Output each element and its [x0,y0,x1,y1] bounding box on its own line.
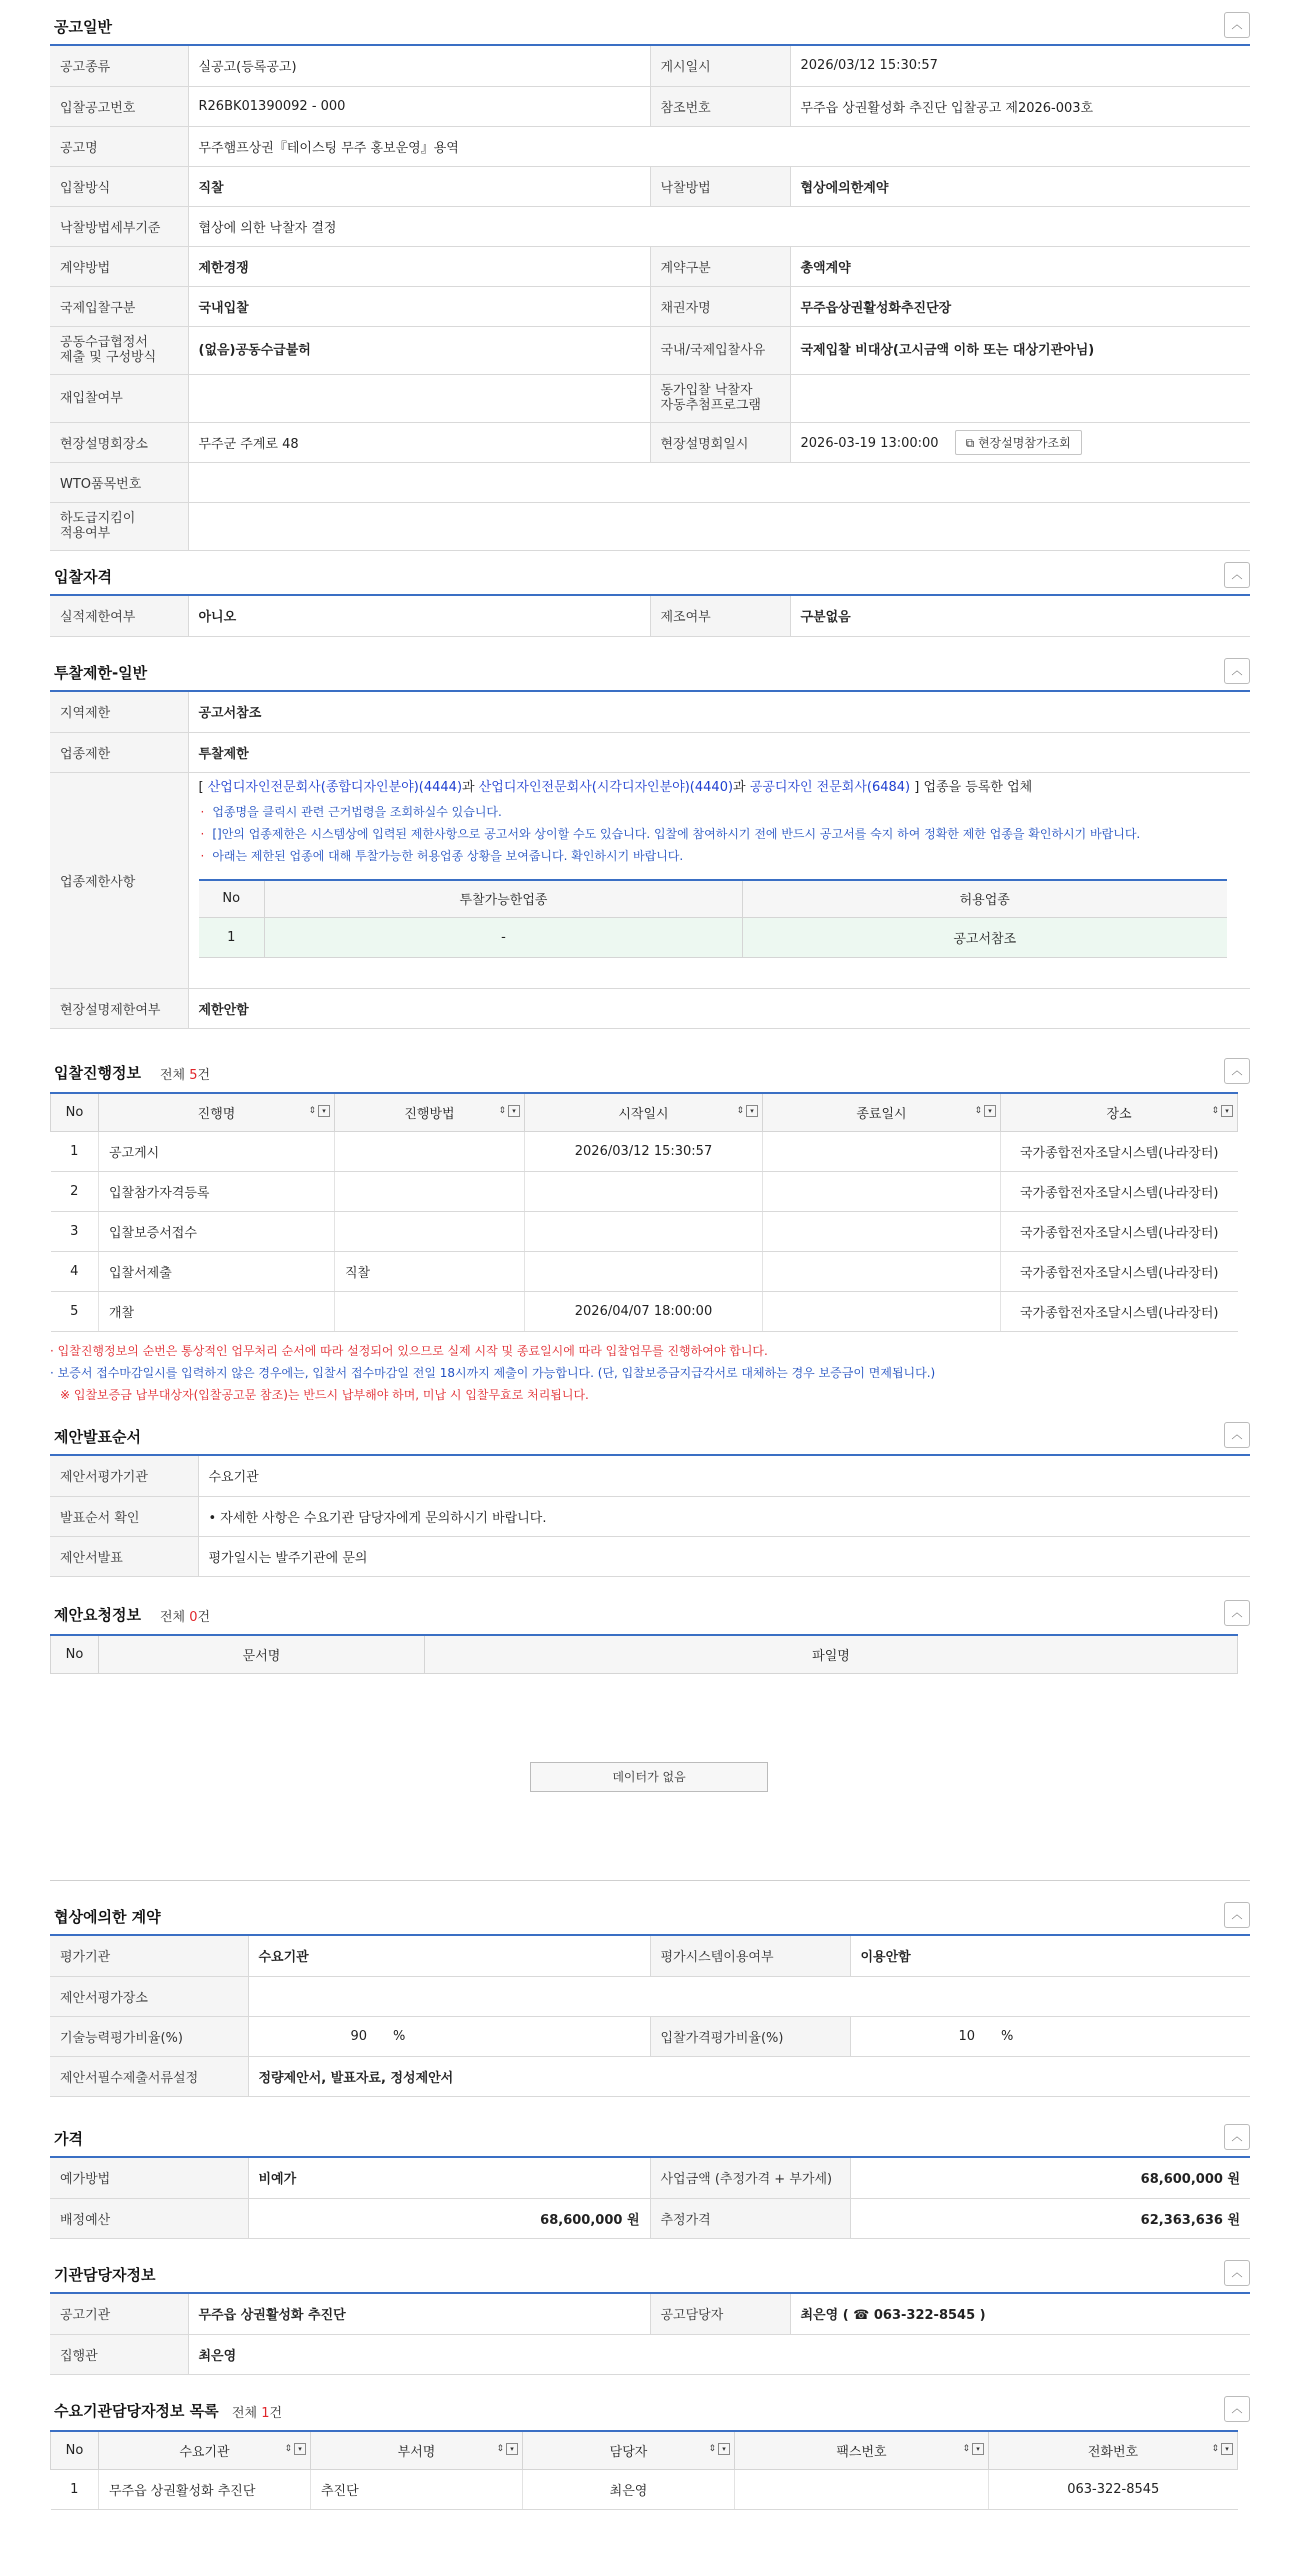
table-row [51,1131,1238,1171]
filter-icon[interactable]: ▾ [1221,2443,1233,2455]
section-title: 기관담당자정보 [54,2266,156,2284]
table-row [50,86,1250,126]
field-label: 제안서평가기관 [50,1456,198,1496]
field-value: 직찰 [188,166,650,206]
column-header[interactable]: 팩스번호 ⇕ ▾ [735,2431,989,2469]
note-item: · 업종명을 클릭시 관련 근거법령을 조회하실수 있습니다. [200,804,502,819]
sort-icon[interactable]: ⇕ [974,1106,982,1116]
table-cell: 5 [51,1291,99,1331]
field-value: (없음)공동수급불허 [188,326,650,374]
filter-icon[interactable]: ▾ [972,2443,984,2455]
field-value: 총액계약 [790,246,1250,286]
field-label: 채권자명 [650,286,790,326]
field-label: 입찰가격평가비율(%) [650,2016,850,2056]
field-label: 업종제한사항 [50,772,188,988]
column-header[interactable]: 종료일시 ⇕ ▾ [763,1093,1001,1131]
field-label: 낙찰방법 [650,166,790,206]
field-value: 협상에 의한 낙찰자 결정 [188,206,1250,246]
field-label: 추정가격 [650,2198,850,2238]
sort-icon[interactable]: ⇕ [308,1106,316,1116]
progress-section [50,1054,1250,1406]
field-label: 제조여부 [650,596,790,636]
column-header: 허용업종 [743,880,1227,918]
table-row [50,1936,1250,1976]
table-row [50,2294,1250,2334]
column-header: 파일명 [425,1635,1238,1673]
field-label: 게시일시 [650,46,790,86]
demand-header [50,2392,1250,2430]
field-value [188,502,1250,550]
table-row [51,2469,1238,2509]
table-cell: 1 [51,2469,99,2509]
field-value: 평가일시는 발주기관에 문의 [198,1536,1250,1576]
table-cell: 국가종합전자조달시스템(나라장터) [1001,1291,1238,1331]
progress-notes [50,1340,1250,1406]
field-value [248,1976,1250,2016]
table-cell: 2 [51,1171,99,1211]
table-cell: 입찰보증서접수 [99,1211,335,1251]
field-value: 제한경쟁 [188,246,650,286]
table-row [50,126,1250,166]
collapse-toggle-icon[interactable]: ︿ [1224,2396,1250,2422]
general-info-table [50,46,1250,551]
field-value [790,422,1250,462]
field-label: 지역제한 [50,692,188,732]
note-item: · []안의 업종제한은 시스템상에 입력된 제한사항으로 공고서와 상이할 수도 있습니다. 입찰에 참여하시기 전에 반드시 공고서를 숙지 하여 정확한 제한 업종을 확인하시기 바랍니다. [200,826,1141,841]
table-row [50,2334,1250,2374]
section-title: 입찰자격 [54,568,112,586]
presentation-header [50,1418,1250,1456]
table-cell: 개찰 [99,1291,335,1331]
field-label: 평가시스템이용여부 [650,1936,850,1976]
table-cell [335,1131,525,1171]
column-header[interactable]: 진행방법 ⇕ ▾ [335,1093,525,1131]
field-label: 배정예산 [50,2198,248,2238]
progress-table [50,1092,1238,1332]
filter-icon[interactable]: ▾ [1221,1105,1233,1117]
sort-icon[interactable]: ⇕ [708,2444,716,2454]
field-label: WTO품목번호 [50,462,188,502]
table-cell: 국가종합전자조달시스템(나라장터) [1001,1251,1238,1291]
field-label: 제안서발표 [50,1536,198,1576]
table-cell: 국가종합전자조달시스템(나라장터) [1001,1171,1238,1211]
field-label: 공동수급협정서 제출 및 구성방식 [50,326,188,374]
table-row [50,2016,1250,2056]
section-title: 제안발표순서 [54,1428,141,1446]
table-cell [335,1291,525,1331]
table-cell [763,1251,1001,1291]
field-value: 실공고(등록공고) [188,46,650,86]
price-header [50,2120,1250,2158]
warning-text: · 입찰진행정보의 순번은 통상적인 업무처리 순서에 따라 설정되어 있으므로 실제 시작 및 종료일시에 따라 입찰업무를 진행하여야 합니다. [50,1343,768,1358]
table-cell: 최은영 [523,2469,735,2509]
column-header[interactable]: 부서명 ⇕ ▾ [311,2431,523,2469]
restriction-table [50,692,1250,1029]
filter-icon[interactable]: ▾ [718,2443,730,2455]
empty-data-label: 데이터가 없음 [530,1762,768,1792]
field-value-text: 2026-03-19 13:00:00 [800,435,939,451]
table-cell [735,2469,989,2509]
column-header: No [51,2431,99,2469]
field-value [188,374,650,422]
divider [50,1880,1250,1881]
field-value [790,374,1250,422]
table-row [50,1976,1250,2016]
industry-link-4444[interactable]: 산업디자인전문회사(종합디자인분야)(4444) [207,779,463,795]
collapse-toggle-icon[interactable]: ︿ [1224,1422,1250,1448]
table-row [50,206,1250,246]
site-attendance-button[interactable]: ⧉ 현장설명참가조회 [955,430,1082,455]
section-title: 제안요청정보 [54,1606,141,1624]
presentation-table [50,1456,1250,1577]
table-cell: 입찰참가자격등록 [99,1171,335,1211]
field-label: 동가입찰 낙찰자 자동추첨프로그램 [650,374,790,422]
section-title: 협상에의한 계약 [54,1908,161,1926]
collapse-toggle-icon[interactable]: ︿ [1224,1600,1250,1626]
request-header [50,1596,1250,1634]
column-header: No [51,1093,99,1131]
table-row [50,596,1250,636]
filter-icon[interactable]: ▾ [746,1105,758,1117]
sort-icon[interactable]: ⇕ [498,1106,506,1116]
table-cell: 4 [51,1251,99,1291]
table-row [50,46,1250,86]
field-label: 계약방법 [50,246,188,286]
table-cell: 입찰서제출 [99,1251,335,1291]
field-label: 공고종류 [50,46,188,86]
field-label: 예가방법 [50,2158,248,2198]
result-count: 전체 0건 [160,1610,211,1625]
field-value: 수요기관 [198,1456,1250,1496]
field-label: 공고담당자 [650,2294,790,2334]
column-header: 문서명 [99,1635,425,1673]
field-label: 발표순서 확인 [50,1496,198,1536]
qualification-section [50,558,1250,637]
column-header[interactable]: 수요기관 ⇕ ▾ [99,2431,311,2469]
table-row [51,1211,1238,1251]
field-label: 공고명 [50,126,188,166]
field-value: 정량제안서, 발표자료, 정성제안서 [248,2056,1250,2096]
field-label: 현장설명회일시 [650,422,790,462]
info-text: · 보증서 접수마감일시를 입력하지 않은 경우에는, 입찰서 접수마감일 전일 18시까지 제출이 가능합니다. (단, 입찰보증금지급각서로 대체하는 경우 보증금이 면제됩니다.) [50,1365,936,1380]
table-cell [525,1251,763,1291]
field-label: 실적제한여부 [50,596,188,636]
section-title: 입찰진행정보 [54,1064,141,1082]
column-header[interactable]: 진행명 ⇕ ▾ [99,1093,335,1131]
collapse-toggle-icon[interactable]: ︿ [1224,562,1250,588]
table-row [50,462,1250,502]
field-label: 현장설명회장소 [50,422,188,462]
field-label: 재입찰여부 [50,374,188,422]
request-table [50,1634,1238,1674]
table-cell: 국가종합전자조달시스템(나라장터) [1001,1211,1238,1251]
table-row [50,422,1250,462]
table-cell [525,1211,763,1251]
collapse-toggle-icon[interactable]: ︿ [1224,2260,1250,2286]
sort-icon[interactable]: ⇕ [962,2444,970,2454]
price-table [50,2158,1250,2239]
field-value: 구분없음 [790,596,1250,636]
agency-section [50,2256,1250,2375]
field-value: 무주군 주계로 48 [188,422,650,462]
table-row [50,326,1250,374]
field-label: 참조번호 [650,86,790,126]
field-value: 국내입찰 [188,286,650,326]
table-row [50,732,1250,772]
table-cell [335,1171,525,1211]
field-value: 2026/03/12 15:30:57 [790,46,1250,86]
section-title: 공고일반 [54,18,112,36]
collapse-toggle-icon[interactable]: ︿ [1224,12,1250,38]
field-label: 제안서필수제출서류설정 [50,2056,248,2096]
field-label: 계약구분 [650,246,790,286]
column-header[interactable]: 장소 ⇕ ▾ [1001,1093,1238,1131]
industry-link-6484[interactable]: 공공디자인 전문회사(6484) [749,779,911,795]
table-row [51,1291,1238,1331]
restriction-header [50,654,1250,692]
collapse-toggle-icon[interactable]: ︿ [1224,1058,1250,1084]
table-row [50,1496,1250,1536]
field-label: 현장설명제한여부 [50,988,188,1028]
filter-icon[interactable]: ▾ [318,1105,330,1117]
table-cell: 국가종합전자조달시스템(나라장터) [1001,1131,1238,1171]
field-label: 하도급지킴이 적용여부 [50,502,188,550]
industry-link-4440[interactable]: 산업디자인전문회사(시각디자인분야)(4440) [478,779,734,795]
field-value: R26BK01390092 - 000 [188,86,650,126]
column-header: No [199,880,265,918]
sort-icon[interactable]: ⇕ [284,2444,292,2454]
field-value: 협상에의한계약 [790,166,1250,206]
field-label: 입찰공고번호 [50,86,188,126]
progress-header [50,1054,1250,1092]
field-label: 공고기관 [50,2294,188,2334]
table-row [50,772,1250,988]
field-value: 68,600,000 원 [850,2158,1250,2198]
field-label: 기술능력평가비율(%) [50,2016,248,2056]
table-row [51,1171,1238,1211]
table-row [51,1251,1238,1291]
negotiation-section [50,1898,1250,2097]
field-value: 국제입찰 비대상(고시금액 이하 또는 대상기관아님) [790,326,1250,374]
table-row [50,286,1250,326]
table-cell: 무주읍 상권활성화 추진단 [99,2469,311,2509]
column-header[interactable]: 담당자 ⇕ ▾ [523,2431,735,2469]
field-label: 업종제한 [50,732,188,772]
field-value: 수요기관 [248,1936,650,1976]
negotiation-table [50,1936,1250,2097]
field-label: 국제입찰구분 [50,286,188,326]
table-cell [525,1171,763,1211]
qualification-table [50,596,1250,637]
table-cell: 3 [51,1211,99,1251]
table-row [50,692,1250,732]
table-cell [335,1211,525,1251]
field-value: 무주읍 상권활성화 추진단 입찰공고 제2026-003호 [790,86,1250,126]
table-cell [763,1211,1001,1251]
field-value: 최은영 [188,2334,1250,2374]
field-value: 무주햄프상권『테이스팅 무주 홍보운영』용역 [188,126,1250,166]
section-title: 수요기관담당자정보 목록 [54,2402,219,2420]
field-label: 집행관 [50,2334,188,2374]
table-cell [763,1291,1001,1331]
section-title: 투찰제한-일반 [54,664,148,682]
field-value: 최은영 ( ☎ 063-322-8545 ) [790,2294,1250,2334]
field-value: 제한안함 [188,988,1250,1028]
field-label: 제안서평가장소 [50,1976,248,2016]
table-row [50,374,1250,422]
table-cell: 1 [51,1131,99,1171]
field-label: 입찰방식 [50,166,188,206]
field-value: 10 % [850,2016,1250,2056]
table-cell [763,1171,1001,1211]
table-row [50,502,1250,550]
field-value: 90 % [248,2016,650,2056]
agency-table [50,2294,1250,2375]
field-value: • 자세한 사항은 수요기관 담당자에게 문의하시기 바랍니다. [198,1496,1250,1536]
field-value: 무주읍상권활성화추진단장 [790,286,1250,326]
sort-icon[interactable]: ⇕ [1211,1106,1219,1116]
field-label: 낙찰방법세부기준 [50,206,188,246]
demand-section [50,2392,1250,2510]
field-value: 62,363,636 원 [850,2198,1250,2238]
note-item: · 아래는 제한된 업종에 대해 투찰가능한 허용업종 상황을 보여줍니다. 확인하시기 바랍니다. [200,848,684,863]
allowed-industry-table [199,879,1227,959]
table-cell: 공고게시 [99,1131,335,1171]
table-row [50,2158,1250,2198]
general-header [50,8,1250,46]
presentation-section [50,1418,1250,1577]
agency-header [50,2256,1250,2294]
table-row [50,246,1250,286]
filter-icon[interactable]: ▾ [506,2443,518,2455]
warning-text: ※ 입찰보증금 납부대상자(입찰공고문 참조)는 반드시 납부해야 하며, 미납 시 입찰무효로 처리됩니다. [60,1387,589,1402]
column-header[interactable]: 시작일시 ⇕ ▾ [525,1093,763,1131]
table-row [50,1456,1250,1496]
field-value: 아니오 [188,596,650,636]
field-value [188,462,1250,502]
sort-icon[interactable]: ⇕ [496,2444,504,2454]
table-cell: 2026/03/12 15:30:57 [525,1131,763,1171]
column-header: No [51,1635,99,1673]
field-value: 이용안함 [850,1936,1250,1976]
price-section [50,2120,1250,2239]
filter-icon[interactable]: ▾ [984,1105,996,1117]
sort-icon[interactable]: ⇕ [736,1106,744,1116]
field-label: 평가기관 [50,1936,248,1976]
table-cell: 직찰 [335,1251,525,1291]
column-header[interactable]: 전화번호 ⇕ ▾ [989,2431,1238,2469]
table-cell: 063-322-8545 [989,2469,1238,2509]
filter-icon[interactable]: ▾ [508,1105,520,1117]
field-value: 투찰제한 [188,732,1250,772]
section-title: 가격 [54,2130,83,2148]
industry-detail-cell [188,772,1250,988]
column-header: 투찰가능한업종 [265,880,743,918]
field-value: 공고서참조 [188,692,1250,732]
industry-line: [ 산업디자인전문회사(종합디자인분야)(4444)과 산업디자인전문회사(시각디자인분야)(4440)과 공공디자인 전문회사(6484) ] 업종을 등록한 업체 [198,779,1033,795]
external-link-icon: ⧉ [965,435,978,450]
negotiation-header [50,1898,1250,1936]
qualification-header [50,558,1250,596]
table-row [50,166,1250,206]
result-count: 전체 5건 [160,1068,211,1083]
field-value: 68,600,000 원 [248,2198,650,2238]
sort-icon[interactable]: ⇕ [1211,2444,1219,2454]
table-row [50,988,1250,1028]
collapse-toggle-icon[interactable]: ︿ [1224,2124,1250,2150]
request-section [50,1596,1250,1784]
table-cell [763,1131,1001,1171]
collapse-toggle-icon[interactable]: ︿ [1224,1902,1250,1928]
field-value: 비예가 [248,2158,650,2198]
table-row [50,2198,1250,2238]
table-cell: 추진단 [311,2469,523,2509]
restriction-section [50,654,1250,1029]
table-row [50,2056,1250,2096]
table-row: 1 - 공고서참조 [199,918,1227,958]
field-label: 국내/국제입찰사유 [650,326,790,374]
demand-table [50,2430,1238,2510]
field-label: 사업금액 (추정가격 + 부가세) [650,2158,850,2198]
filter-icon[interactable]: ▾ [294,2443,306,2455]
table-row [50,1536,1250,1576]
result-count: 전체 1건 [232,2406,283,2421]
field-value: 무주읍 상권활성화 추진단 [188,2294,650,2334]
collapse-toggle-icon[interactable]: ︿ [1224,658,1250,684]
table-cell: 2026/04/07 18:00:00 [525,1291,763,1331]
general-section [50,8,1250,551]
